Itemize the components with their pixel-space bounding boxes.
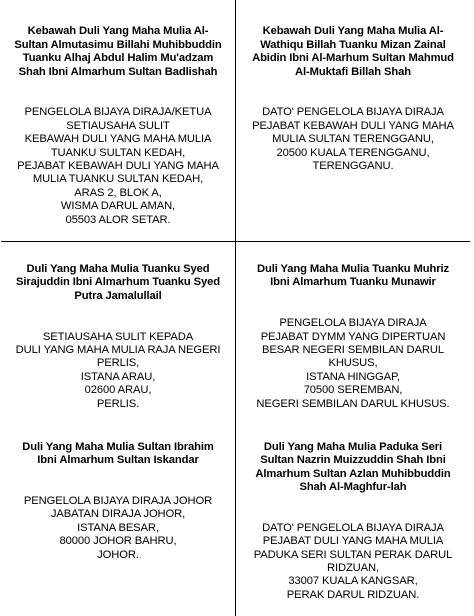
ruler-title: Kebawah Duli Yang Maha Mulia Al- Wathiqu Billah Tuanku Mizan Zainal Abidin Ibni Al-Marhum Sultan Mahmud Al-Muktafi Billah Shah bbox=[252, 25, 454, 78]
table-row bbox=[1, 0, 470, 241]
address-cell-johor bbox=[1, 424, 236, 615]
address-cell-perlis bbox=[1, 241, 236, 424]
office-address: DATO' PENGELOLA BIJAYA DIRAJA PEJABAT KEBAWAH DULI YANG MAHA MULIA SULTAN TERENGGANU, 20500 KUALA TERENGGANU, TERENGGANU. bbox=[252, 106, 454, 173]
ruler-title: Kebawah Duli Yang Maha Mulia Al- Sultan Almutasimu Billahi Muhibbuddin Tuanku Alhaj Abdul Halim Mu'adzam Shah Ibni Almarhum Sultan Badlishah bbox=[14, 25, 222, 78]
address-cell-negeri-sembilan bbox=[236, 241, 471, 424]
table-row bbox=[1, 241, 470, 424]
address-cell-terengganu bbox=[236, 0, 471, 241]
ruler-title: Duli Yang Maha Mulia Tuanku Syed Sirajuddin Ibni Almarhum Tuanku Syed Putra Jamalullail bbox=[15, 262, 220, 302]
address-cell-kedah bbox=[1, 0, 236, 241]
ruler-title: Duli Yang Maha Mulia Sultan Ibrahim Ibni Almarhum Sultan Iskandar bbox=[22, 440, 214, 467]
ruler-title: Duli Yang Maha Mulia Tuanku Muhriz Ibni Almarhum Tuanku Munawir bbox=[257, 262, 449, 289]
office-address: SETIAUSAHA SULIT KEPADA DULI YANG MAHA MULIA RAJA NEGERI PERLIS, ISTANA ARAU, 02600 ARAU, PERLIS. bbox=[15, 330, 221, 410]
address-cell-perak bbox=[236, 424, 471, 615]
office-address: PENGELOLA BIJAYA DIRAJA JOHOR JABATAN DIRAJA JOHOR, ISTANA BESAR, 80000 JOHOR BAHRU, JOHOR. bbox=[23, 495, 213, 561]
office-address: PENGELOLA BIJAYA DIRAJA/KETUA SETIAUSAHA SULIT KEBAWAH DULI YANG MAHA MULIA TUANKU SULTAN KEDAH, PEJABAT KEBAWAH DULI YANG MAHA MULIA TUANKU SULTAN KEDAH, ARAS 2, BLOK A, WISMA DARUL AMAN, 05503 ALOR SETAR. bbox=[17, 106, 219, 226]
ruler-title: Duli Yang Maha Mulia Paduka Seri Sultan Nazrin Muizzuddin Shah Ibni Almarhum Sultan Azlan Muhibbuddin Shah Al-Maghfur-lah bbox=[255, 440, 451, 493]
office-address: PENGELOLA BIJAYA DIRAJA PEJABAT DYMM YANG DIPERTUAN BESAR NEGERI SEMBILAN DARUL KHUSUS, ISTANA HINGGAP, 70500 SEREMBAN, NEGERI SEMBILAN DARUL KHUSUS. bbox=[256, 317, 450, 410]
table-row bbox=[1, 424, 470, 615]
address-table bbox=[1, 0, 470, 616]
office-address: DATO' PENGELOLA BIJAYA DIRAJA PEJABAT DULI YANG MAHA MULIA PADUKA SERI SULTAN PERAK DARUL RIDZUAN, 33007 KUALA KANGSAR, PERAK DARUL RIDZUAN. bbox=[253, 521, 453, 601]
